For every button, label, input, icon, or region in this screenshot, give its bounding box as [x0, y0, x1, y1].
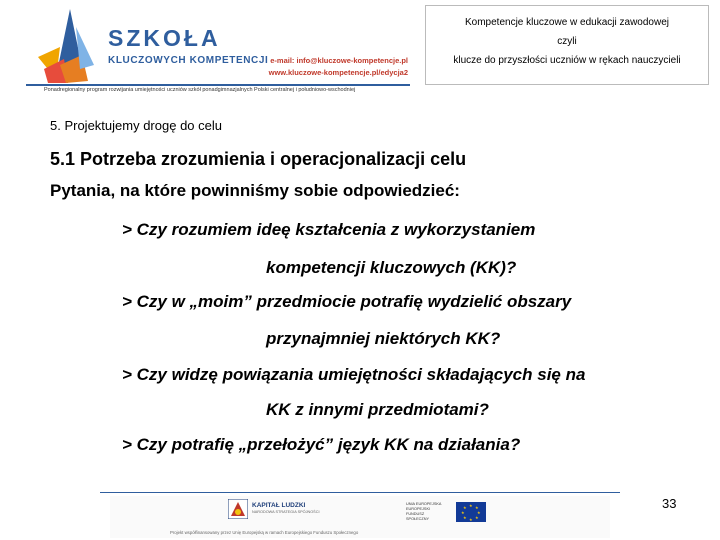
section-title: 5.1 Potrzeba zrozumienia i operacjonalizacji celu	[50, 149, 467, 169]
contact-web: www.kluczowe-kompetencje.pl/edycja2	[268, 68, 408, 77]
question-4-line-1: > Czy potrafię „przełożyć” język KK na działania?	[122, 435, 521, 454]
header-banner	[26, 5, 410, 93]
banner-divider	[26, 84, 410, 86]
footer-divider	[100, 492, 620, 493]
question-3-line-2: KK z innymi przedmiotami?	[266, 400, 489, 419]
contact-email: e-mail: info@kluczowe-kompetencje.pl	[270, 56, 408, 65]
footer-logos	[110, 496, 610, 538]
contact-info	[269, 55, 408, 79]
school-logo-icon	[30, 7, 100, 85]
question-1-line-2: kompetencji kluczowych (KK)?	[266, 258, 517, 277]
section-kicker: 5. Projektujemy drogę do celu	[50, 118, 222, 133]
footer-note: Projekt współfinansowany przez Unię Europejską w ramach Europejskiego Funduszu Społecznego	[170, 530, 359, 535]
header-box-line2: czyli	[557, 36, 577, 47]
logo-title: SZKOŁA	[108, 25, 221, 51]
logo-subtitle: KLUCZOWYCH KOMPETENCJI	[108, 55, 269, 66]
question-2-line-1: > Czy w „moim” przedmiocie potrafię wydzielić obszary	[122, 292, 572, 311]
eu-text: UNIA EUROPEJSKA EUROPEJSKI FUNDUSZ SPOŁECZNY	[406, 502, 442, 521]
kapital-ludzki-subtitle: NARODOWA STRATEGIA SPÓJNOŚCI	[252, 510, 320, 514]
question-3-line-1: > Czy widzę powiązania umiejętności składających się na	[122, 365, 586, 384]
kapital-ludzki-title: KAPITAŁ LUDZKI	[252, 502, 306, 509]
question-1-line-1: > Czy rozumiem ideę kształcenia z wykorzystaniem	[122, 220, 536, 239]
header-title-box	[425, 5, 709, 85]
page-number: 33	[662, 496, 677, 511]
program-strip: Ponadregionalny program rozwijania umiejętności uczniów szkół ponadgimnazjalnych Polski centralnej i południowo-wschodniej	[44, 87, 356, 93]
question-2-line-2: przynajmniej niektórych KK?	[266, 329, 501, 348]
question-lead: Pytania, na które powinniśmy sobie odpowiedzieć:	[50, 181, 460, 200]
eu-flag-icon: ★ ★ ★ ★ ★ ★ ★ ★	[456, 502, 486, 522]
kapital-ludzki-logo-icon	[228, 499, 248, 519]
header-box-line1: Kompetencje kluczowe w edukacji zawodowej	[465, 17, 669, 28]
header-box-line3: klucze do przyszłości uczniów w rękach nauczycieli	[453, 55, 681, 66]
